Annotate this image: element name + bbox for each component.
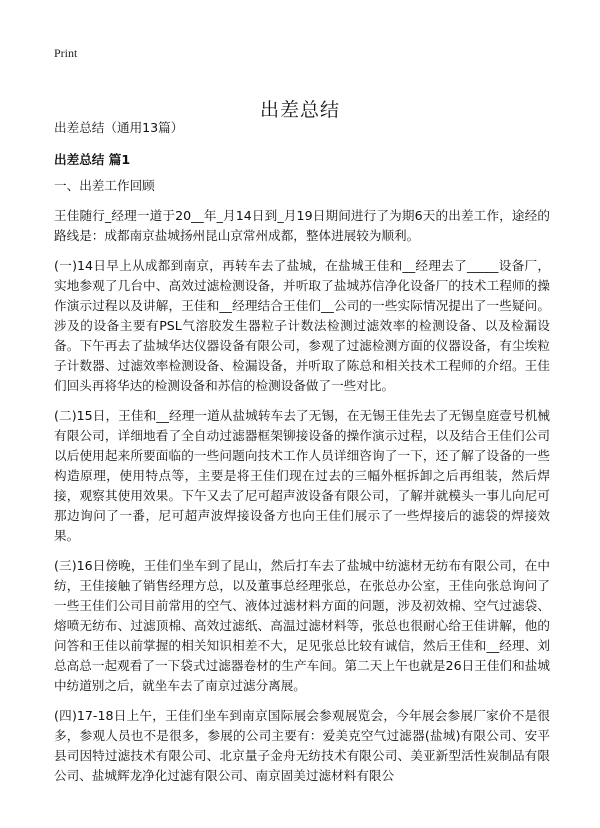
- paragraph: 王佳随行_经理一道于20__年_月14日到_月19日期间进行了为期6天的出差工作，途经的路线是：成都南京盐城扬州昆山京常州成都，整体进展较为顺利。: [54, 208, 550, 243]
- document-body: [54, 118, 550, 796]
- part-heading: 出差总结 篇1: [54, 152, 131, 167]
- paragraph: (二)15日，王佳和__经理一道从盐城转车去了无锡，在无锡王佳先去了无锡皇庭壹号机械有限公司，详细地看了全自动过滤器框架铆接设备的操作演示过程，以及结合王佳们公司以后使用起来所要面临的一些问题向技术工作人员详细咨询了一下，还了解了设备的一些构造原理，使用特点等，主要是将王佳们现在过去的三幅外框拆卸之后再组装，然后焊接，观察其使用效果。下午又去了尼可超声波设备有限公司，了解并就模头一事儿向尼可那边询问了一番，尼可超声波焊接设备方也向王佳们展示了一些焊接后的滤袋的焊接效果。: [54, 408, 550, 543]
- page-title: 出差总结: [259, 98, 340, 121]
- paragraph: (一)14日早上从成都到南京，再转车去了盐城，在盐城王佳和__经理去了_____设备厂，实地参观了几台中、高效过滤检测设备，并听取了盐城苏信净化设备厂的技术工程师的操作演示过程以及讲解，王佳和__经理结合王佳们__公司的一些实际情况提出了一些疑问。涉及的设备主要有PSL气溶胶发生器粒子计数法检测过滤效率的检测设备、以及检漏设备。下午再去了盐城华达仪器设备有限公司，参观了过滤检测方面的仪器设备，有尘埃粒子计数器、过滤效率检测设备、检漏设备，并听取了陈总和相关技术工程师的介绍。王佳们回头再将华达的检测设备和苏信的检测设备做了一些对比。: [54, 258, 550, 393]
- document-subtitle: 出差总结（通用13篇）: [54, 120, 184, 135]
- print-link[interactable]: Print: [54, 46, 78, 60]
- paragraph: (三)16日傍晚，王佳们坐车到了昆山，然后打车去了盐城中纺滤材无纺布有限公司，在中纺，王佳接触了销售经理方总，以及董事总经理张总，在张总办公室，王佳向张总询问了一些王佳们公司目前常用的空气、液体过滤材料方面的问题，涉及初效棉、空气过滤袋、熔喷无纺布、过滤顶棉、高效过滤纸、高温过滤材料等，张总也很耐心给王佳讲解，他的问答和王佳以前掌握的相关知识相差不大，足见张总比较有诚信，然后王佳和__经理、刘总高总一起观看了一下袋式过滤器卷材的生产车间。第二天上午也就是26日王佳们和盐城中纺道别之后，就坐车去了南京过滤分离展。: [54, 558, 550, 693]
- paragraph: (四)17-18日上午，王佳们坐车到南京国际展会参观展览会，今年展会参展厂家价不是很多，参观人员也不是很多，参展的公司主要有：爱美克空气过滤器(盐城)有限公司、安平县司因特过滤技术有限公司、北京量子金舟无纺技术有限公司、美亚新型活性炭制品有限公司、盐城辉龙净化过滤有限公司、南京固美过滤材料有限公: [54, 708, 550, 783]
- section-heading: 一、出差工作回顾: [54, 178, 155, 193]
